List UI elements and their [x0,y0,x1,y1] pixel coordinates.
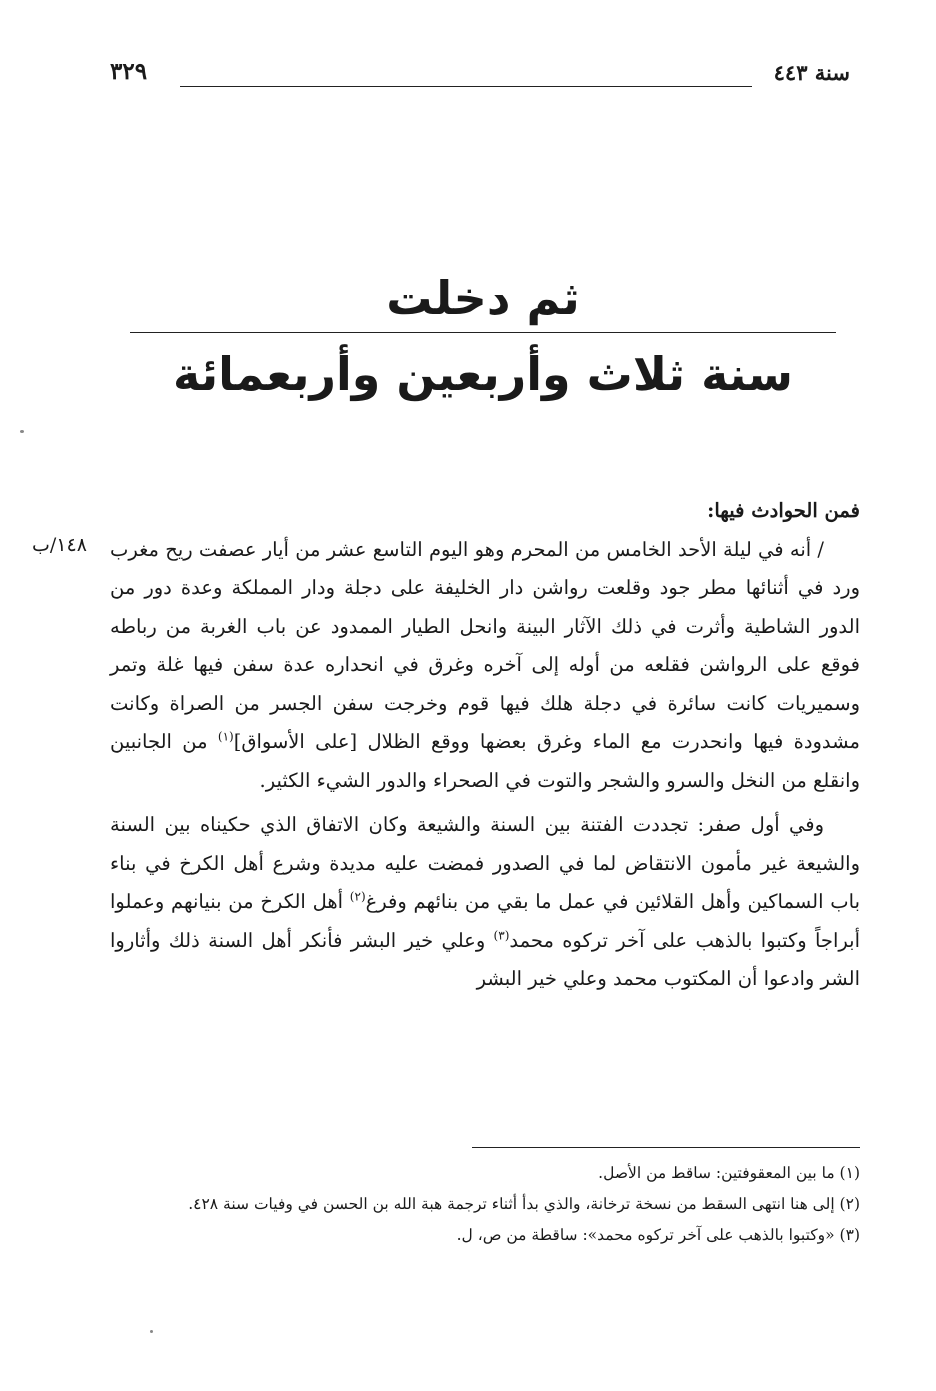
footnotes [80,1158,860,1251]
page-number: ٣٢٩ [110,58,148,85]
paragraph-2-text-a: وفي أول صفر: تجددت الفتنة بين السنة والشيعة وكان الاتفاق الذي حكيناه بين السنة والشيعة غير مأمون الانتقاض لما في الصدور فمضت عليه مديدة وشرع أهل الكرخ في بناء باب السماكين وأهل القلائين في عمل ما بقي من بنائهم وفرغ [110,813,860,913]
heading-rule [130,332,836,333]
footnote-ref-1: (١) [217,729,234,744]
footnote-1: (١) ما بين المعقوفتين: ساقط من الأصل. [598,1164,860,1182]
running-header [110,56,850,96]
manuscript-folio-note: ١٤٨/ب [32,534,87,556]
paragraph-1 [110,531,860,801]
running-header-year: سنة ٤٤٣ [773,60,850,85]
paragraph-2 [110,806,860,999]
body-text [110,492,860,999]
paragraph-2-text-c: وعلي خير البشر فأنكر أهل السنة ذلك وأثاروا الشر وادعوا أن المكتوب محمد وعلي خير البشر [110,928,860,990]
header-rule [180,86,752,87]
footnote-ref-2: (٢) [349,889,366,904]
paragraph-1-text: / أنه في ليلة الأحد الخامس من المحرم وهو اليوم التاسع عشر من أيار عصفت ريح مغرب ورد في أثنائها مطر جود وقلعت رواشن دار الخليفة على دجلة ودار المملكة وعدة دور من الدور الشاطية وأثرت في ذلك الآثار البينة وانحل الطيار الممدود عن باب الغربة من رباطه فوقع على الرواشن فقلعه من أوله إلى آخره وغرق في انحداره عدة سفن فيها غلة وتمر وسميريات كانت سائرة في دجلة هلك فيها قوم وخرجت سفن الجسر من الصراة وكانت مشدودة فيها وانحدرت مع الماء وغرق بعضها ووقع الظلال [على الأسواق] [110,537,860,753]
scan-speck [20,430,24,433]
chapter-heading [130,268,836,409]
section-title: فمن الحوادث فيها: [707,499,860,522]
footnote-ref-3: (٣) [493,928,510,942]
heading-top-line: ثم دخلت [386,271,580,325]
footnote-2: (٢) إلى هنا انتهى السقط من نسخة ترخانة، والذي بدأ أثناء ترجمة هبة الله بن الحسن في وفيات سنة ٤٢٨. [188,1195,860,1213]
paragraph-1-end: من الجانبين وانقلع من النخل والسرو والشجر والتوت في الصحراء والدور الشيء الكثير. [110,730,860,792]
scan-speck [150,1330,153,1333]
paragraph-2-text-b: أهل الكرخ من بنيانهم وعملوا أبراجاً وكتبوا بالذهب على آخر تركوه محمد [110,890,860,952]
heading-main-line: سنة ثلاث وأربعين وأربعمائة [173,347,793,401]
footnote-3: (٣) «وكتبوا بالذهب على آخر تركوه محمد»: ساقطة من ص، ل. [456,1226,860,1244]
footnote-rule [472,1147,860,1148]
